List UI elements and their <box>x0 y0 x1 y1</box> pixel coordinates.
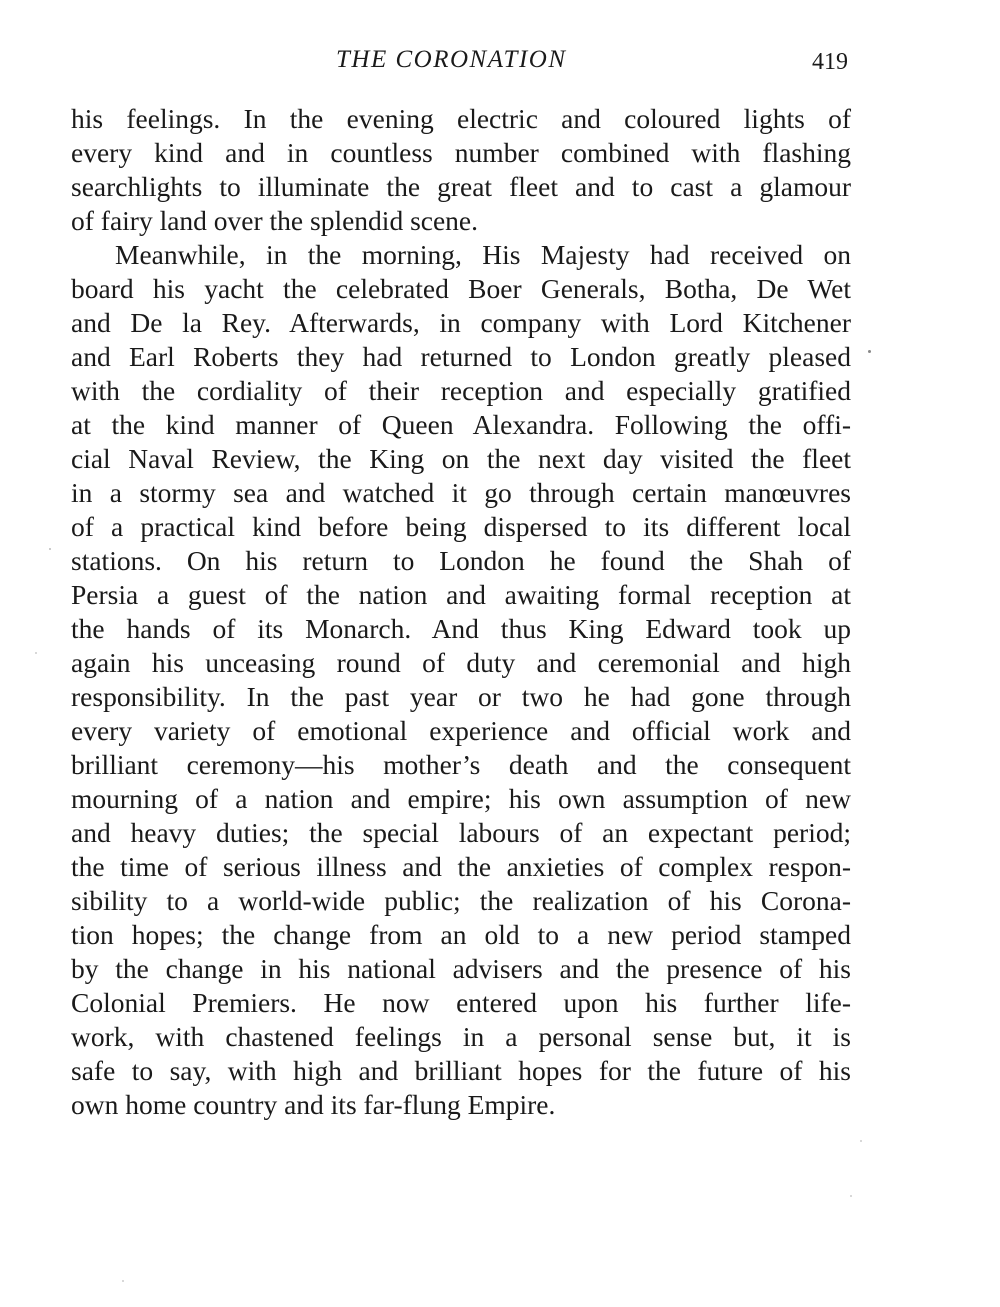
text-line: at the kind manner of Queen Alexandra. Following the offi- <box>71 409 851 440</box>
running-title: THE CORONATION <box>336 46 567 73</box>
text-line: own home country and its far-flung Empire. <box>71 1089 556 1120</box>
text-line: responsibility. In the past year or two he had gone through <box>71 681 851 712</box>
text-line: every kind and in countless number combined with flashing <box>71 137 851 168</box>
speck <box>860 1140 862 1142</box>
text-line: and heavy duties; the special labours of an expectant period; <box>71 817 851 848</box>
text-line: board his yacht the celebrated Boer Generals, Botha, De Wet <box>71 273 851 304</box>
text-line: the time of serious illness and the anxieties of complex respon- <box>71 851 851 882</box>
text-line: Persia a guest of the nation and awaiting formal reception at <box>71 579 851 610</box>
paragraph-2 <box>71 238 851 1122</box>
text-line: stations. On his return to London he found the Shah of <box>71 545 851 576</box>
body-text <box>71 102 851 1122</box>
text-line: Colonial Premiers. He now entered upon his further life- <box>71 987 851 1018</box>
text-line: and Earl Roberts they had returned to London greatly pleased <box>71 341 851 372</box>
speck <box>49 548 51 550</box>
speck <box>868 350 871 353</box>
paragraph-1 <box>71 102 851 238</box>
text-line: in a stormy sea and watched it go through certain manœuvres <box>71 477 851 508</box>
text-line: Meanwhile, in the morning, His Majesty had received on <box>115 239 851 270</box>
text-line: of a practical kind before being dispersed to its different local <box>71 511 851 542</box>
speck <box>122 1280 124 1282</box>
text-line: sibility to a world-wide public; the realization of his Corona- <box>71 885 851 916</box>
text-line: searchlights to illuminate the great fleet and to cast a glamour <box>71 171 851 202</box>
text-line: his feelings. In the evening electric and coloured lights of <box>71 103 851 134</box>
text-line: again his unceasing round of duty and ceremonial and high <box>71 647 851 678</box>
text-line: and De la Rey. Afterwards, in company with Lord Kitchener <box>71 307 851 338</box>
text-line: safe to say, with high and brilliant hopes for the future of his <box>71 1055 851 1086</box>
text-line: of fairy land over the splendid scene. <box>71 205 479 236</box>
speck <box>35 652 37 654</box>
text-line: brilliant ceremony—his mother’s death and the consequent <box>71 749 851 780</box>
text-line: mourning of a nation and empire; his own assumption of new <box>71 783 851 814</box>
text-line: tion hopes; the change from an old to a new period stamped <box>71 919 851 950</box>
text-line: work, with chastened feelings in a personal sense but, it is <box>71 1021 851 1052</box>
page-number: 419 <box>812 49 848 75</box>
text-line: with the cordiality of their reception and especially gratified <box>71 375 851 406</box>
running-head <box>0 46 910 80</box>
text-line: cial Naval Review, the King on the next day visited the fleet <box>71 443 851 474</box>
text-line: the hands of its Monarch. And thus King Edward took up <box>71 613 851 644</box>
text-line: by the change in his national advisers and the presence of his <box>71 953 851 984</box>
text-line: every variety of emotional experience and official work and <box>71 715 851 746</box>
speck <box>850 1195 852 1197</box>
